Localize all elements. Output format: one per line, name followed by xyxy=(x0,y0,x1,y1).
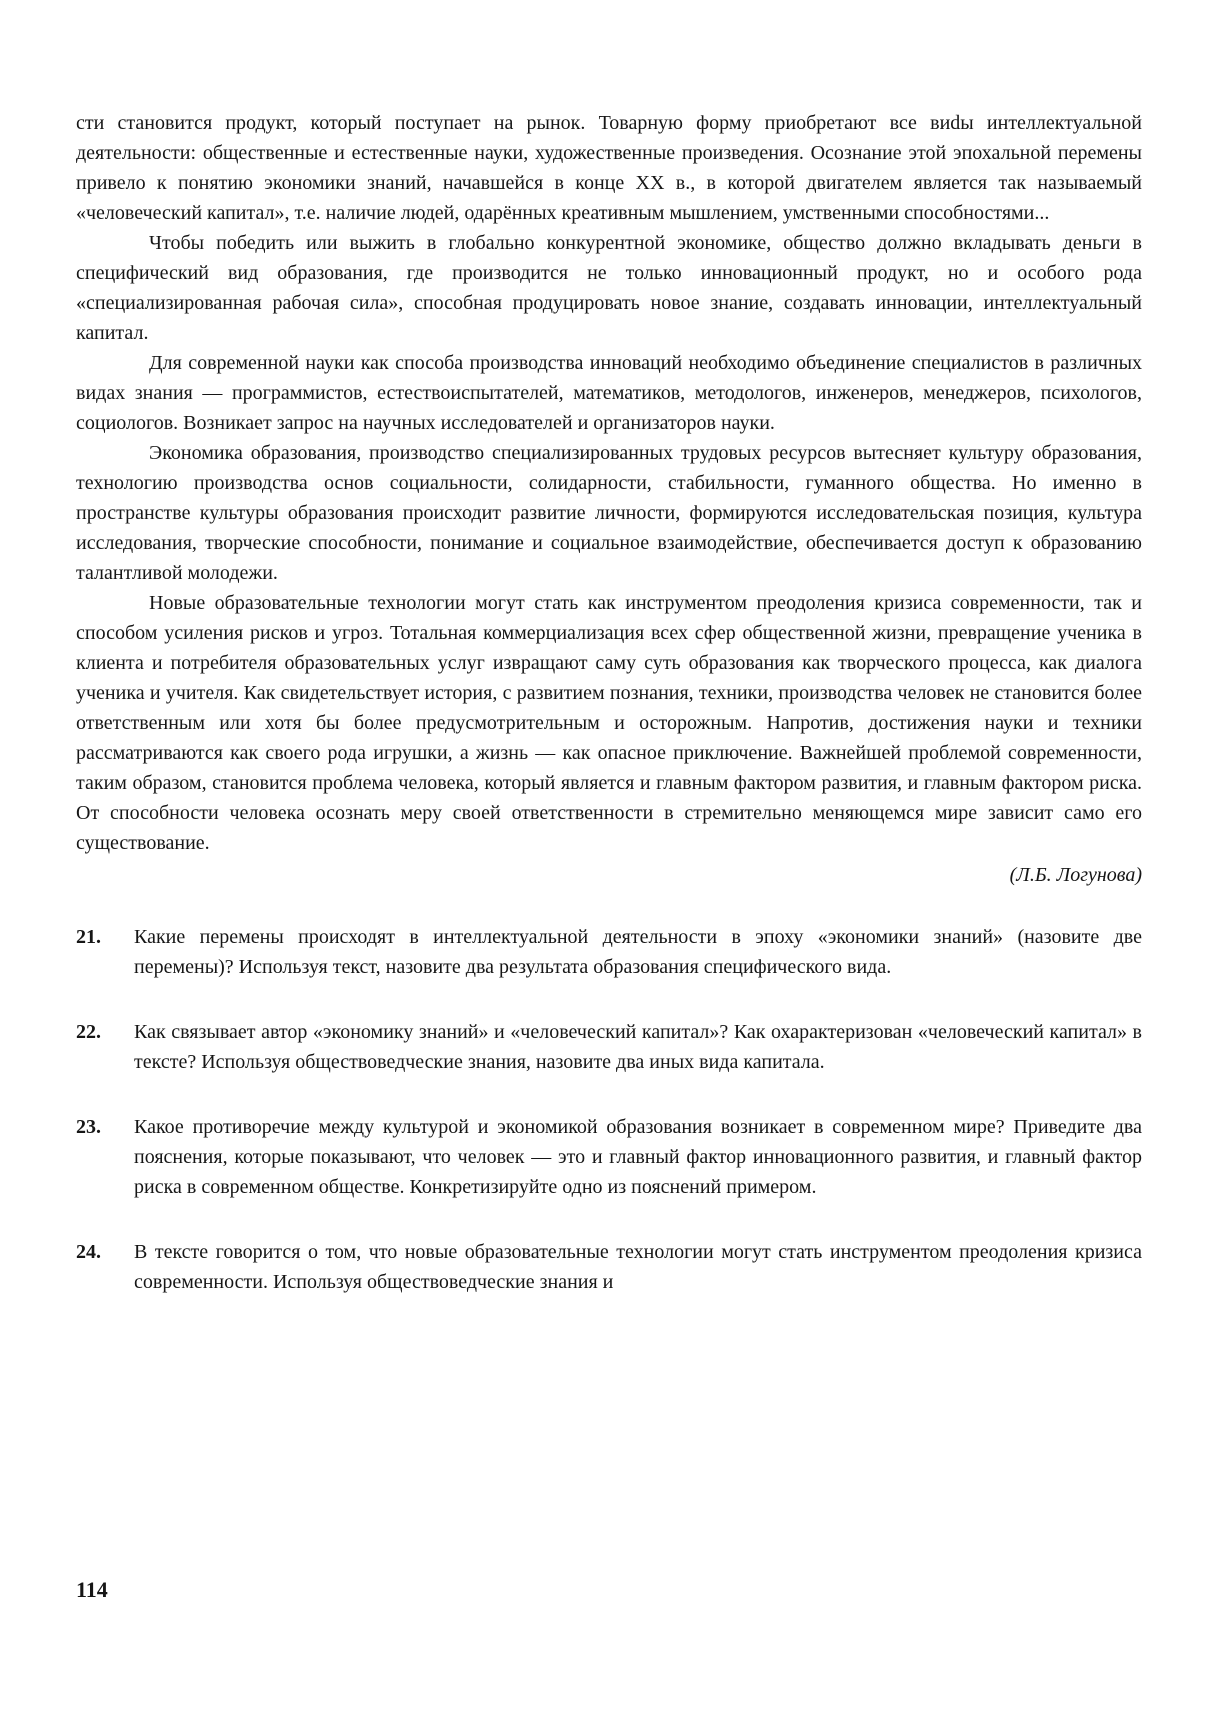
document-page xyxy=(76,108,1142,1297)
page-number: 114 xyxy=(76,1577,108,1602)
passage xyxy=(76,108,1142,890)
question-21 xyxy=(76,922,1142,982)
question-number: 21. xyxy=(76,926,101,948)
questions-list xyxy=(76,922,1142,1297)
question-text: Какие перемены происходят в интеллектуальной деятельности в эпоху «экономики знаний» (назовите две перемены)? Используя текст, назовите два результата образования специфического вида. xyxy=(134,926,1142,978)
question-number: 23. xyxy=(76,1116,101,1138)
passage-paragraph-3: Для современной науки как способа производства инноваций необходимо объединение специалистов в различных видах знания — программистов, естествоиспытателей, математиков, методологов, инженеров, менеджеров, психологов, социологов. Возникает запрос на научных исследователей и организаторов науки. xyxy=(76,352,1142,434)
question-23 xyxy=(76,1112,1142,1202)
passage-paragraph-2: Чтобы победить или выжить в глобально конкурентной экономике, общество должно вкладывать деньги в специфический вид образования, где производится не только инновационный продукт, но и особого рода «специализированная рабочая сила», способная продуцировать новое знание, создавать инновации, интеллектуальный капитал. xyxy=(76,232,1142,344)
passage-paragraph-5: Новые образовательные технологии могут стать как инструментом преодоления кризиса современности, так и способом усиления рисков и угроз. Тотальная коммерциализация всех сфер общественной жизни, превращение ученика в клиента и потребителя образовательных услуг извращают саму суть образования как творческого процесса, как диалога ученика и учителя. Как свидетельствует история, с развитием познания, техники, производства человек не становится более ответственным или хотя бы более предусмотрительным и осторожным. Напротив, достижения науки и техники рассматриваются как своего рода игрушки, а жизнь — как опасное приключение. Важнейшей проблемой современности, таким образом, становится проблема человека, который является и главным фактором развития, и главным фактором риска. От способности человека осознать меру своей ответственности в стремительно меняющемся мире зависит само его существование. xyxy=(76,592,1142,854)
passage-paragraph-4: Экономика образования, производство специализированных трудовых ресурсов вытесняет культуру образования, технологию производства основ социальности, солидарности, стабильности, гуманного общества. Но именно в пространстве культуры образования происходит развитие личности, формируются исследовательская позиция, культура исследования, творческие способности, понимание и социальное взаимодействие, обеспечивается доступ к образованию талантливой молодежи. xyxy=(76,442,1142,584)
question-text: В тексте говорится о том, что новые образовательные технологии могут стать инструментом преодоления кризиса современности. Используя обществоведческие знания и xyxy=(134,1241,1142,1293)
question-text: Какое противоречие между культурой и экономикой образования возникает в современном мире? Приведите два пояснения, которые показывают, что человек — это и главный фактор инновационного развития, и главный фактор риска в современном обществе. Конкретизируйте одно из пояснений примером. xyxy=(134,1116,1142,1198)
question-22 xyxy=(76,1017,1142,1077)
question-text: Как связывает автор «экономику знаний» и «человеческий капитал»? Как охарактеризован «человеческий капитал» в тексте? Используя обществоведческие знания, назовите два иных вида капитала. xyxy=(134,1021,1142,1073)
question-number: 24. xyxy=(76,1241,101,1263)
question-24 xyxy=(76,1237,1142,1297)
passage-paragraph-1: сти становится продукт, который поступает на рынок. Товарную форму приобретают все виdы интеллектуальной деятельности: общественные и естественные науки, художественные произведения. Осознание этой эпохальной перемены привело к понятию экономики знаний, начавшейся в конце XX в., в которой двигателем является так называемый «человеческий капитал», т.е. наличие людей, одарённых креативным мышлением, умственными способностями... xyxy=(76,112,1142,224)
author-attribution: (Л.Б. Логунова) xyxy=(1009,864,1142,886)
question-number: 22. xyxy=(76,1021,101,1043)
